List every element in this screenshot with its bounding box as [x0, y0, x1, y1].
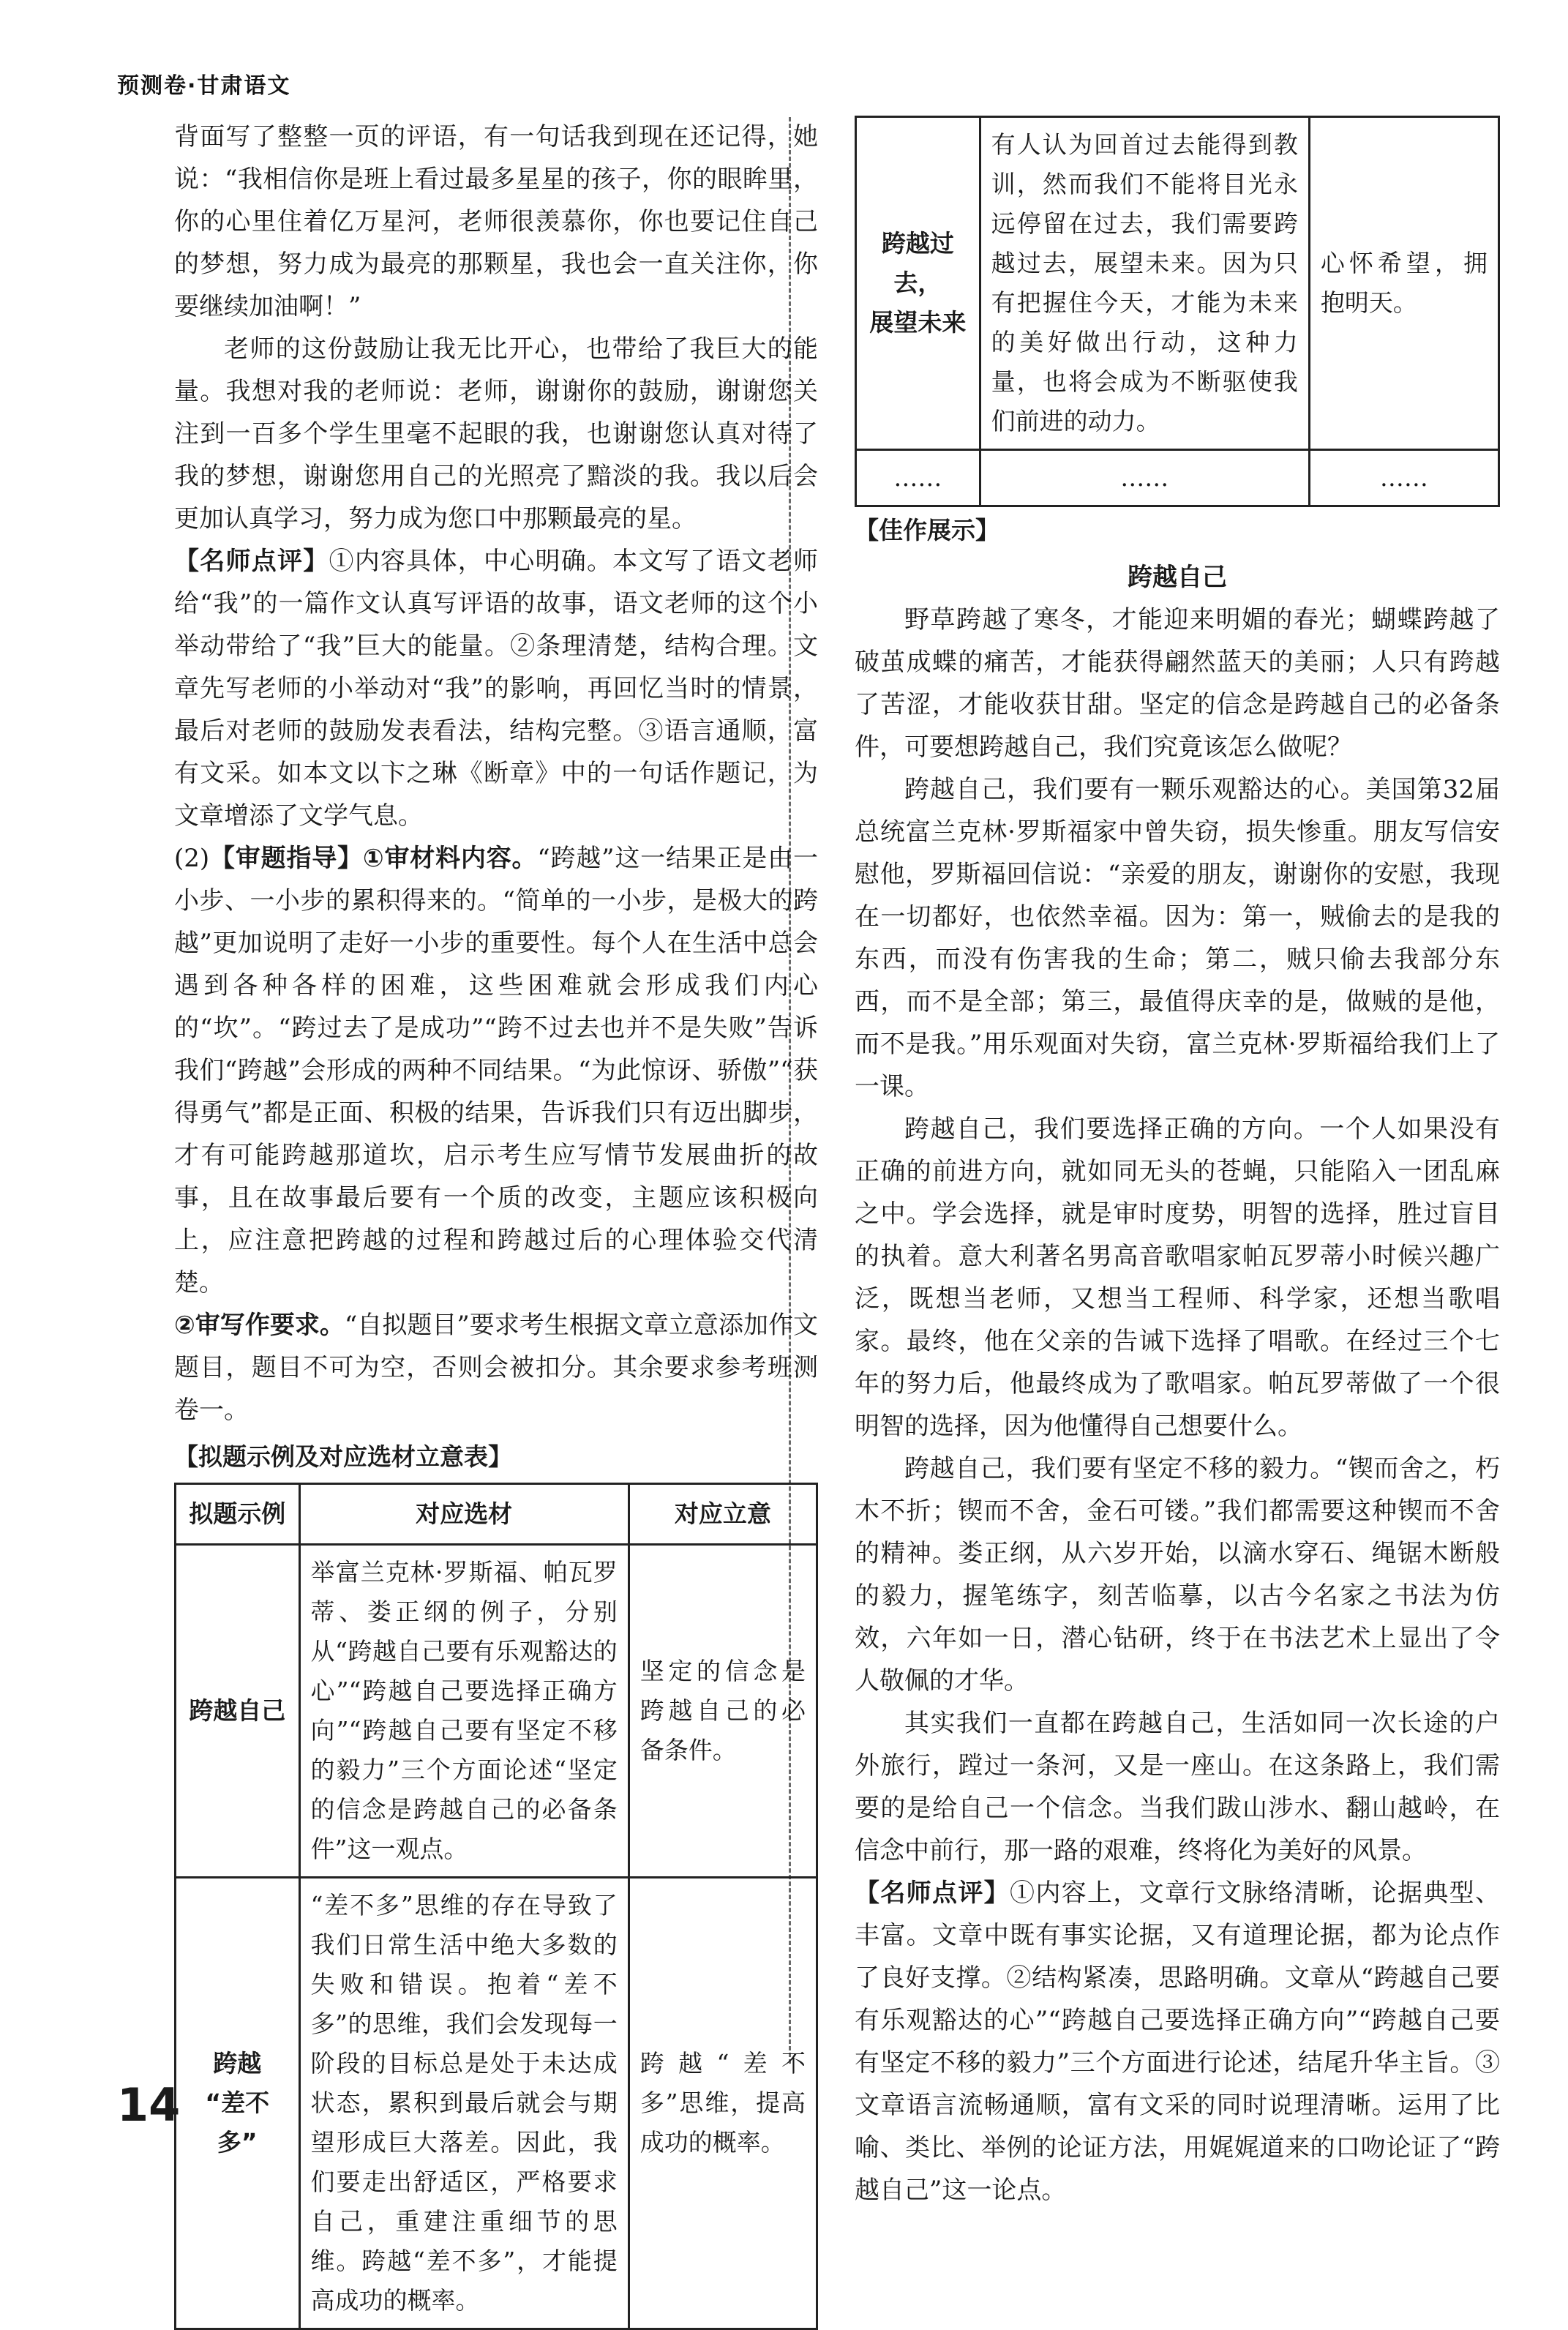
essay-paragraph-4: 跨越自己，我们要有坚定不移的毅力。“锲而舍之，朽木不折；锲而不舍，金石可镂。”我们都需要这种锲而不舍的精神。娄正纲，从六岁开始，以滴水穿石、绳锯木断般的毅力，握笔练字，刻苦临摹，以古今名家之书法为仿效，六年如一日，潜心钻研，终于在书法艺术上显出了令人敬佩的才华。	[855, 1454, 1500, 1696]
table-header-material: 对应选材	[299, 1484, 629, 1545]
topic-guide-heading-1: ①审材料内容。	[362, 844, 538, 873]
table-title: 【拟题示例及对应选材立意表】	[174, 1442, 512, 1471]
topic-guide-tag: 【审题指导】	[209, 844, 363, 873]
showcase-tag: 【佳作展示】	[855, 516, 999, 544]
row-material: ……	[980, 450, 1309, 506]
left-column	[174, 116, 818, 2330]
topic-guide-heading-2: ②审写作要求。	[174, 1311, 345, 1340]
row-theme: 心怀希望，拥抱明天。	[1309, 117, 1498, 450]
table-header-theme: 对应立意	[629, 1484, 817, 1545]
row-title-line-2: “差不多”	[205, 2089, 270, 2157]
row-theme: ……	[1309, 450, 1498, 506]
essay-comment-text: ①内容上，文章行文脉络清晰，论据典型、丰富。文章中既有事实论据，又有道理论据，都为论点作了良好支撑。②结构紧凑，思路明确。文章从“跨越自己要有乐观豁达的心”“跨越自己要选择正确方向”“跨越自己要有坚定不移的毅力”三个方面进行论述，结尾升华主旨。③文章语言流畅通顺，富有文采的同时说理清晰。运用了比喻、类比、举例的论证方法，用娓娓道来的口吻论证了“跨越自己”这一论点。	[855, 1878, 1500, 2205]
table-row	[176, 1545, 817, 1878]
row-theme: 坚定的信念是跨越自己的必备条件。	[629, 1545, 817, 1878]
row-title-line-1: 跨越	[213, 2049, 262, 2078]
row-title: ……	[856, 450, 980, 506]
row-theme: 跨越“差不多”思维，提高成功的概率。	[629, 1878, 817, 2329]
row-title	[176, 1878, 300, 2329]
teacher-comment-tag: 【名师点评】	[174, 547, 329, 576]
topic-guide-text-2: “自拟题目”要求考生根据文章立意添加作文题目，题目不可为空，否则会被扣分。其余要求参考班测卷一。	[174, 1311, 818, 1425]
page-number: 14	[117, 2078, 181, 2132]
essay-paragraph-1: 野草跨越了寒冬，才能迎来明媚的春光；蝴蝶跨越了破茧成蝶的痛苦，才能获得翩然蓝天的美丽；人只有跨越了苦涩，才能收获甘甜。坚定的信念是跨越自己的必备条件，可要想跨越自己，我们究竟该怎么做呢？	[855, 605, 1500, 762]
topic-table	[174, 1483, 818, 2330]
teacher-comment-text: ①内容具体，中心明确。本文写了语文老师给“我”的一篇作文认真写评语的故事，语文老师的这个小举动带给了“我”巨大的能量。②条理清楚，结构合理。文章先写老师的小举动对“我”的影响，再回忆当时的情景，最后对老师的鼓励发表看法，结构完整。③语言通顺，富有文采。如本文以卞之琳《断章》中的一句话作题记，为文章增添了文学气息。	[174, 547, 818, 831]
row-title: 跨越自己	[176, 1545, 300, 1878]
running-header: 预测卷·甘肃语文	[117, 73, 291, 99]
essay-paragraph-3: 跨越自己，我们要选择正确的方向。一个人如果没有正确的前进方向，就如同无头的苍蝇，只能陷入一团乱麻之中。学会选择，就是审时度势，明智的选择，胜过盲目的执着。意大利著名男高音歌唱家帕瓦罗蒂小时候兴趣广泛，既想当老师，又想当工程师、科学家，还想当歌唱家。最终，他在父亲的告诫下选择了唱歌。在经过三个七年的努力后，他最终成为了歌唱家。帕瓦罗蒂做了一个很明智的选择，因为他懂得自己想要什么。	[855, 1115, 1500, 1441]
row-material: 举富兰克林·罗斯福、帕瓦罗蒂、娄正纲的例子，分别从“跨越自己要有乐观豁达的心”“跨越自己要选择正确方向”“跨越自己要有坚定不移的毅力”三个方面论述“坚定的信念是跨越自己的必备条件”这一观点。	[299, 1545, 629, 1878]
topic-table-continued	[855, 116, 1500, 507]
essay-comment-tag: 【名师点评】	[855, 1878, 1010, 1908]
table-header-row	[176, 1484, 817, 1545]
row-title-line-1: 跨越过去，	[881, 229, 954, 297]
essay-paragraph-2: 跨越自己，我们要有一颗乐观豁达的心。美国第32届总统富兰克林·罗斯福家中曾失窃，损失惨重。朋友写信安慰他，罗斯福回信说：“亲爱的朋友，谢谢你的安慰，我现在一切都好，也依然幸福。因为：第一，贼偷去的是我的东西，而没有伤害我的生命；第二，贼只偷去我部分东西，而不是全部；第三，最值得庆幸的是，做贼的是他，而不是我。”用乐观面对失窃，富兰克林·罗斯福给我们上了一课。	[855, 775, 1500, 1101]
table-header-title: 拟题示例	[176, 1484, 300, 1545]
row-material: “差不多”思维的存在导致了我们日常生活中绝大多数的失败和错误。抱着“差不多”的思维，我们会发现每一阶段的目标总是处于未达成状态，累积到最后就会与期望形成巨大落差。因此，我们要走出舒适区，严格要求自己，重建注重细节的思维。跨越“差不多”，才能提高成功的概率。	[299, 1878, 629, 2329]
right-column	[855, 505, 1500, 2211]
table-row	[856, 450, 1499, 506]
row-title-line-2: 展望未来	[869, 308, 967, 337]
essay-title: 跨越自己	[1128, 563, 1227, 592]
writing-requirement	[174, 1304, 818, 1431]
table-row	[856, 117, 1499, 450]
essay-paragraph-5: 其实我们一直都在跨越自己，生活如同一次长途的户外旅行，蹚过一条河，又是一座山。在这条路上，我们需要的是给自己一个信念。当我们跋山涉水、翻山越岭，在信念中前行，那一路的艰难，终将化为美好的风景。	[855, 1709, 1500, 1865]
essay-tail-paragraph-2: 老师的这份鼓励让我无比开心，也带给了我巨大的能量。我想对我的老师说：老师，谢谢你的鼓励，谢谢您关注到一百多个学生里毫不起眼的我，也谢谢您认真对待了我的梦想，谢谢您用自己的光照亮了黯淡的我。我以后会更加认真学习，努力成为您口中那颗最亮的星。	[174, 334, 818, 533]
essay-comment	[855, 1872, 1500, 2211]
teacher-comment	[174, 540, 818, 837]
topic-guide-prefix: (2)	[174, 844, 210, 873]
topic-guide	[174, 837, 818, 1304]
essay-tail-paragraph-1: 背面写了整整一页的评语，有一句话我到现在还记得，她说：“我相信你是班上看过最多星星的孩子，你的眼眸里，你的心里住着亿万星河，老师很羡慕你，你也要记住自己的梦想，努力成为最亮的那颗星，我也会一直关注你，你要继续加油啊！”	[174, 122, 818, 321]
row-material: 有人认为回首过去能得到教训，然而我们不能将目光永远停留在过去，我们需要跨越过去，展望未来。因为只有把握住今天，才能为未来的美好做出行动，这种力量，也将会成为不断驱使我们前进的动力。	[980, 117, 1309, 450]
topic-guide-text-1: “跨越”这一结果正是由一小步、一小步的累积得来的。“简单的一小步，是极大的跨越”更加说明了走好一小步的重要性。每个人在生活中总会遇到各种各样的困难，这些困难就会形成我们内心的“坎”。“跨过去了是成功”“跨不过去也并不是失败”告诉我们“跨越”会形成的两种不同结果。“为此惊讶、骄傲”“获得勇气”都是正面、积极的结果，告诉我们只有迈出脚步，才有可能跨越那道坎，启示考生应写情节发展曲折的故事，且在故事最后要有一个质的改变，主题应该积极向上，应注意把跨越的过程和跨越过后的心理体验交代清楚。	[174, 844, 819, 1297]
row-title	[856, 117, 980, 450]
table-row	[176, 1878, 817, 2329]
